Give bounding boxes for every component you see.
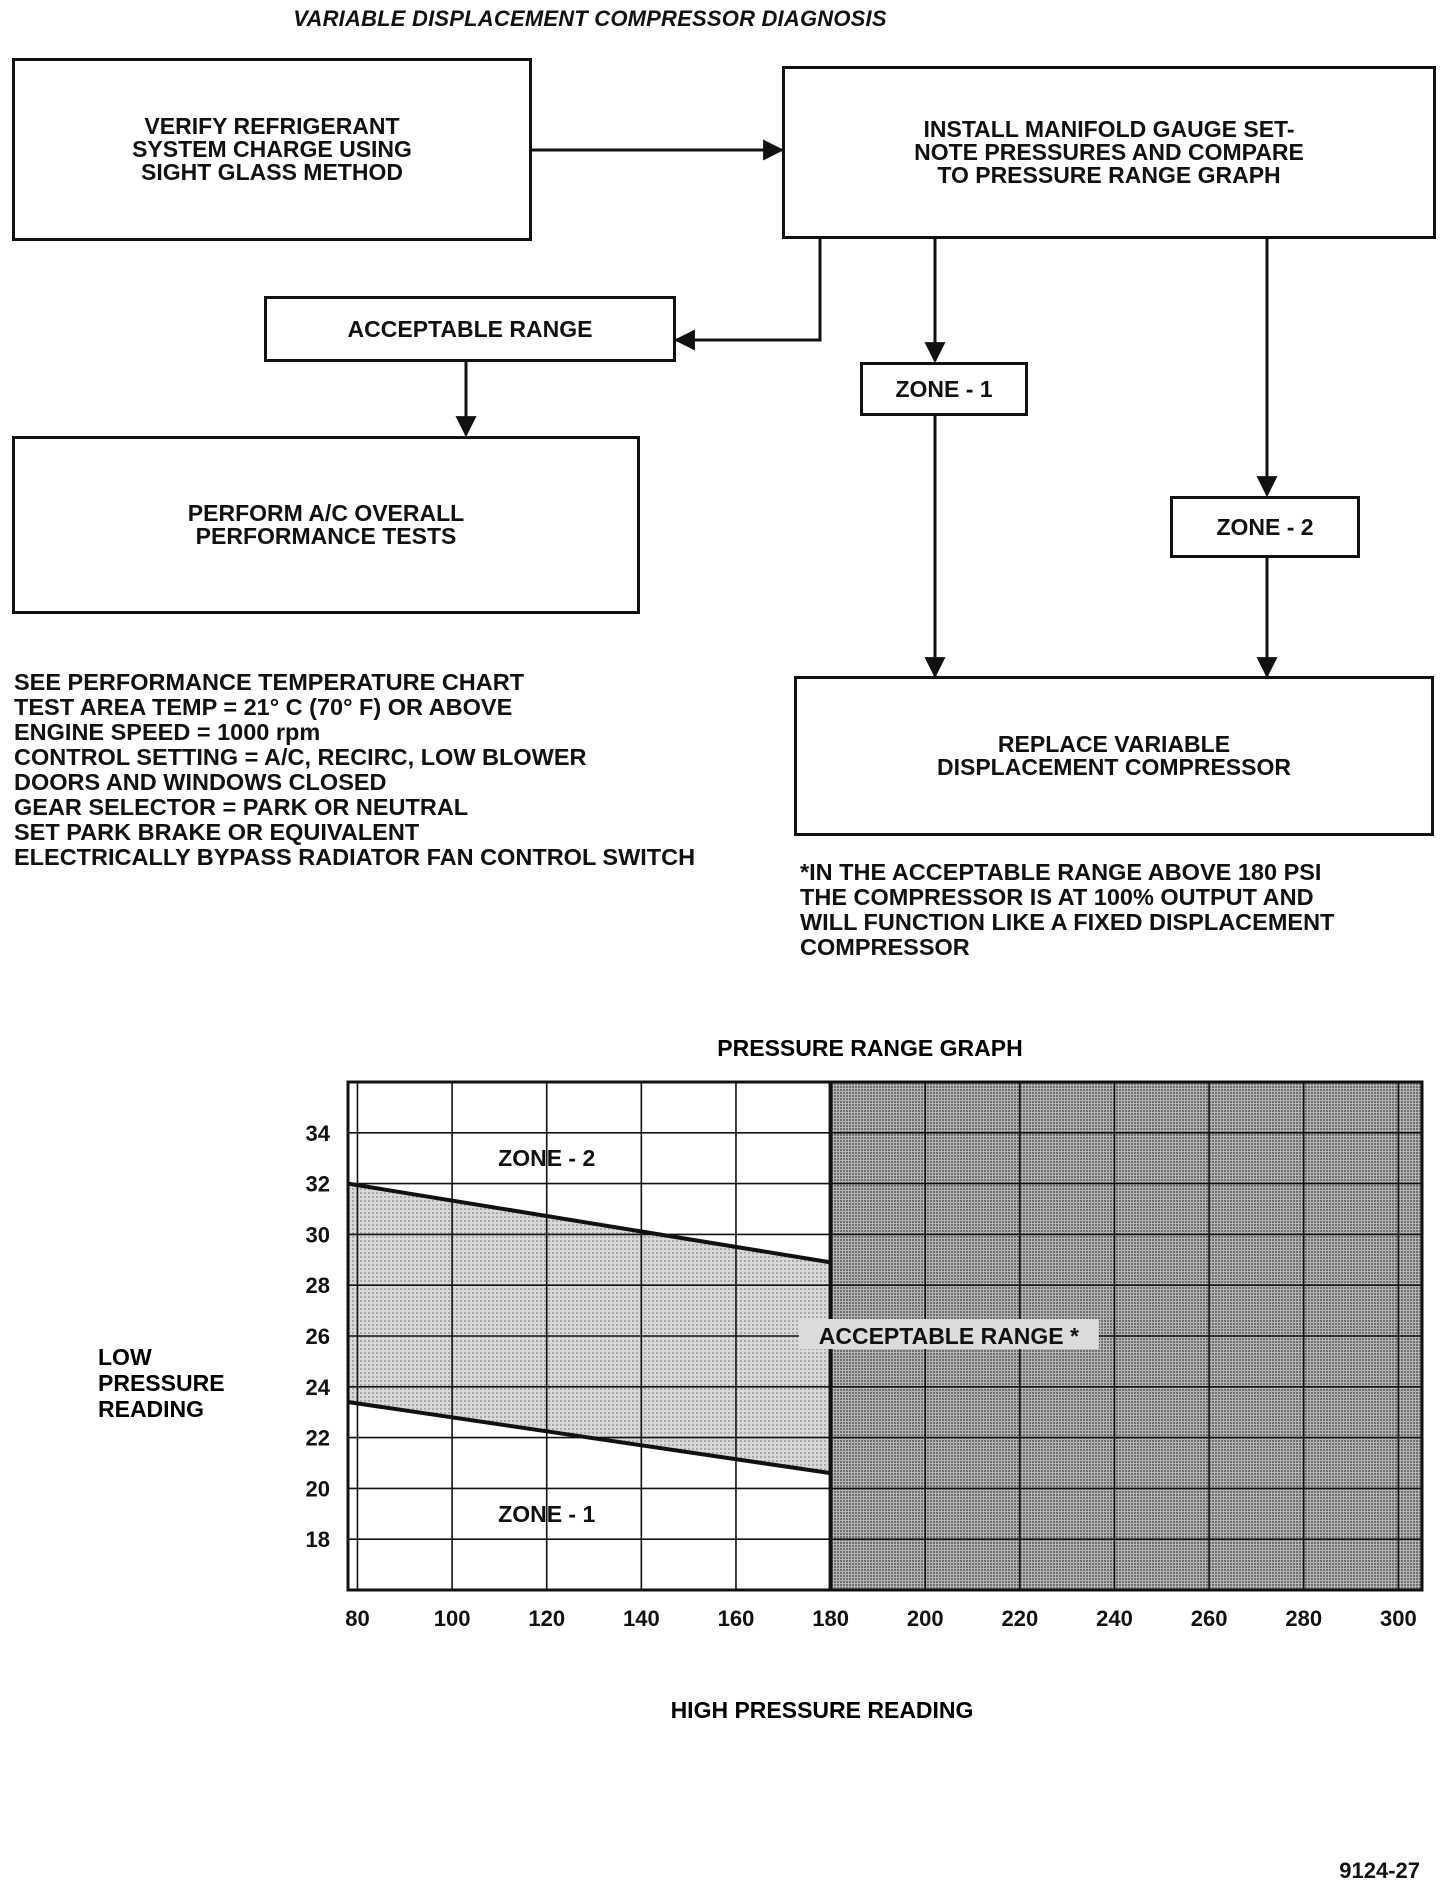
footnote-line: *IN THE ACCEPTABLE RANGE ABOVE 180 PSI bbox=[800, 859, 1322, 885]
y-tick-label: 18 bbox=[305, 1527, 330, 1553]
arrow-install-to-acceptable bbox=[676, 239, 820, 340]
figure-id: 9124-27 bbox=[1339, 1858, 1420, 1883]
pressure-range-graph bbox=[0, 1020, 1440, 1740]
y-tick-label: 30 bbox=[305, 1222, 330, 1248]
diagram-title: VARIABLE DISPLACEMENT COMPRESSOR DIAGNOSIS bbox=[293, 6, 887, 31]
acceptable-region-shading bbox=[348, 1184, 831, 1474]
note-line: SET PARK BRAKE OR EQUIVALENT bbox=[14, 819, 420, 845]
y-axis-label-line1: LOW bbox=[98, 1344, 152, 1370]
x-tick-label: 100 bbox=[433, 1606, 471, 1631]
acceptable-range-box bbox=[264, 296, 676, 362]
footnote bbox=[800, 860, 1334, 960]
acceptable-range-text: ACCEPTABLE RANGE bbox=[347, 315, 593, 342]
region-label: ACCEPTABLE RANGE * bbox=[818, 1323, 1080, 1349]
y-tick-label: 26 bbox=[305, 1324, 330, 1349]
note-line: DOORS AND WINDOWS CLOSED bbox=[14, 769, 387, 795]
zone2-box bbox=[1170, 496, 1360, 558]
x-tick-label: 280 bbox=[1285, 1606, 1323, 1631]
y-tick-label: 24 bbox=[305, 1374, 330, 1400]
x-tick-label: 300 bbox=[1379, 1606, 1417, 1631]
chart-title: PRESSURE RANGE GRAPH bbox=[717, 1035, 1023, 1061]
zone1-text: ZONE - 1 bbox=[895, 375, 993, 402]
footnote-line: COMPRESSOR bbox=[800, 934, 970, 960]
replace-compressor-box bbox=[794, 676, 1434, 836]
verify-charge-box bbox=[12, 58, 532, 241]
note-line: TEST AREA TEMP = 21° C (70° F) OR ABOVE bbox=[14, 694, 513, 720]
region-label: ZONE - 2 bbox=[498, 1145, 596, 1172]
footnote-line: THE COMPRESSOR IS AT 100% OUTPUT AND bbox=[800, 884, 1314, 910]
test-conditions-notes bbox=[14, 670, 695, 870]
perform-tests-text: PERFORM A/C OVERALL PERFORMANCE TESTS bbox=[187, 500, 465, 549]
verify-charge-text: VERIFY REFRIGERANT SYSTEM CHARGE USING SIGHT GLASS METHOD bbox=[132, 113, 412, 185]
note-line: SEE PERFORMANCE TEMPERATURE CHART bbox=[14, 669, 525, 695]
replace-compressor-text: REPLACE VARIABLE DISPLACEMENT COMPRESSOR bbox=[937, 731, 1291, 780]
x-tick-label: 80 bbox=[345, 1606, 370, 1631]
x-tick-label: 140 bbox=[622, 1606, 660, 1631]
y-tick-label: 22 bbox=[305, 1425, 330, 1451]
x-tick-label: 180 bbox=[812, 1606, 849, 1631]
y-axis-label-line2: PRESSURE bbox=[98, 1370, 225, 1396]
x-tick-label: 240 bbox=[1096, 1606, 1133, 1631]
note-line: GEAR SELECTOR = PARK OR NEUTRAL bbox=[14, 794, 469, 820]
perform-tests-box bbox=[12, 436, 640, 614]
footnote-line: WILL FUNCTION LIKE A FIXED DISPLACEMENT bbox=[800, 909, 1335, 935]
x-tick-label: 200 bbox=[906, 1606, 944, 1631]
x-axis-label: HIGH PRESSURE READING bbox=[670, 1697, 974, 1723]
note-line: ELECTRICALLY BYPASS RADIATOR FAN CONTROL SWITCH bbox=[14, 844, 696, 870]
y-axis-label-line3: READING bbox=[98, 1396, 205, 1422]
y-tick-label: 34 bbox=[305, 1120, 330, 1146]
install-gauge-text: INSTALL MANIFOLD GAUGE SET- NOTE PRESSURES AND COMPARE TO PRESSURE RANGE GRAPH bbox=[914, 116, 1304, 188]
x-tick-label: 120 bbox=[528, 1606, 566, 1631]
zone2-text: ZONE - 2 bbox=[1216, 513, 1314, 540]
install-gauge-box bbox=[782, 66, 1436, 239]
x-tick-label: 260 bbox=[1190, 1606, 1228, 1631]
x-tick-label: 160 bbox=[717, 1606, 755, 1631]
y-tick-label: 28 bbox=[305, 1273, 330, 1299]
y-tick-label: 32 bbox=[305, 1171, 330, 1197]
zone1-box bbox=[860, 362, 1028, 416]
region-label: ZONE - 1 bbox=[498, 1500, 596, 1527]
note-line: ENGINE SPEED = 1000 rpm bbox=[14, 719, 321, 745]
y-tick-label: 20 bbox=[305, 1476, 330, 1502]
note-line: CONTROL SETTING = A/C, RECIRC, LOW BLOWER bbox=[14, 744, 587, 770]
x-tick-label: 220 bbox=[1001, 1606, 1039, 1631]
